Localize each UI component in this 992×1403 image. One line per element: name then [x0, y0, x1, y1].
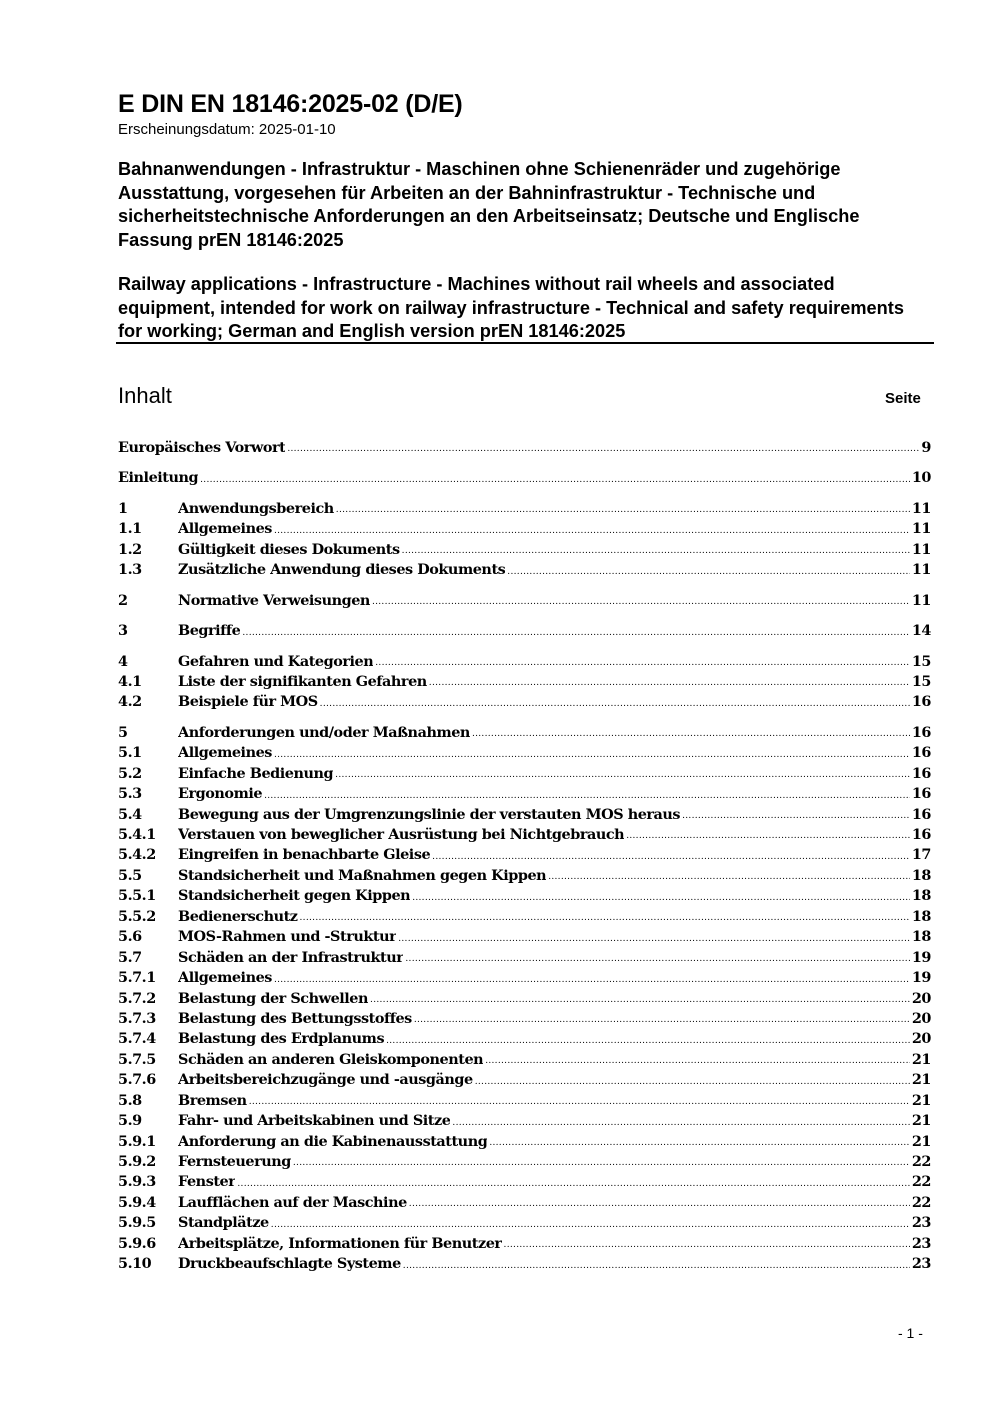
toc-dot-leader: [242, 621, 909, 641]
toc-entry-page: 11: [911, 561, 931, 579]
toc-entry[interactable]: [118, 1009, 931, 1029]
toc-dot-leader: [386, 1029, 910, 1049]
toc-entry-page: 21: [911, 1112, 931, 1130]
toc-entry-page: 16: [911, 693, 931, 711]
toc-dot-leader: [300, 907, 910, 927]
toc-dot-leader: [489, 1132, 910, 1152]
toc-entry-title: Arbeitsbereichzugänge und -ausgänge: [178, 1071, 473, 1089]
toc-entry[interactable]: [118, 1193, 931, 1213]
toc-entry[interactable]: [118, 1070, 931, 1090]
toc-dot-leader: [271, 1213, 910, 1233]
toc-entry[interactable]: [118, 1132, 931, 1152]
toc-entry[interactable]: [118, 886, 931, 906]
toc-dot-leader: [274, 743, 910, 763]
toc-entry-title: Ergonomie: [178, 785, 263, 803]
toc-entry-number: 5.5.2: [118, 907, 156, 925]
toc-entry-title: Beispiele für MOS: [178, 693, 318, 711]
toc-entry[interactable]: [118, 1111, 931, 1131]
publication-date: Erscheinungsdatum: 2025-01-10: [118, 121, 336, 138]
toc-entry-number: 5.9.3: [118, 1173, 156, 1191]
toc-entry-page: 20: [911, 1009, 931, 1027]
toc-entry-title: Belastung der Schwellen: [178, 989, 369, 1007]
toc-entry-number: 5.9.1: [118, 1132, 156, 1150]
toc-entry-title: Anforderung an die Kabinenausstattung: [178, 1132, 488, 1150]
toc-dot-leader: [682, 805, 910, 825]
toc-entry-number: 5.5: [118, 866, 142, 884]
toc-entry-page: 22: [911, 1193, 931, 1211]
toc-page-column-label: Seite: [885, 390, 921, 407]
toc-dot-leader: [507, 560, 910, 580]
toc-entry-title: Druckbeaufschlagte Systeme: [178, 1255, 401, 1273]
toc-entry-number: 5.6: [118, 928, 142, 946]
toc-dot-leader: [293, 1152, 910, 1172]
toc-entry-page: 18: [911, 866, 931, 884]
toc-entry-number: 5.1: [118, 744, 142, 762]
toc-entry-number: 5.3: [118, 785, 142, 803]
toc-dot-leader: [287, 438, 919, 458]
toc-entry-title: Begriffe: [178, 622, 241, 640]
toc-entry[interactable]: [118, 1050, 931, 1070]
toc-entry-page: 16: [911, 826, 931, 843]
toc-entry-title: Verstauen von beweglicher Ausrüstung bei Nichtgebrauch: [178, 826, 625, 843]
toc-entry-title: Europäisches Vorwort: [118, 439, 286, 456]
toc-entry[interactable]: [118, 989, 931, 1009]
toc-entry-page: 21: [911, 1132, 931, 1150]
toc-entry-number: 1.2: [118, 540, 142, 558]
toc-entry[interactable]: [118, 907, 931, 927]
toc-dot-leader: [429, 672, 910, 692]
toc-entry-page: 18: [911, 907, 931, 925]
toc-dot-leader: [372, 591, 910, 611]
toc-dot-leader: [398, 927, 910, 947]
toc-dot-leader: [402, 540, 910, 560]
toc-entry-number: 5: [118, 723, 128, 741]
toc-dot-leader: [412, 886, 910, 906]
toc-entry[interactable]: [118, 1152, 931, 1172]
toc-entry-number: 4.2: [118, 693, 142, 711]
toc-entry-title: Fenster: [178, 1173, 236, 1191]
toc-entry-page: 15: [911, 652, 931, 670]
toc-entry[interactable]: [118, 652, 931, 672]
toc-entry-title: Gefahren und Kategorien: [178, 652, 374, 670]
toc-entry[interactable]: [118, 743, 931, 763]
toc-dot-leader: [626, 825, 910, 845]
toc-entry-number: 4.1: [118, 672, 142, 690]
toc-entry-page: 17: [911, 846, 931, 864]
toc-entry[interactable]: [118, 927, 931, 947]
toc-entry-page: 23: [911, 1255, 931, 1273]
toc-entry-title: Liste der signifikanten Gefahren: [178, 672, 427, 690]
toc-entry-number: 5.4: [118, 805, 142, 823]
toc-entry-page: 18: [911, 928, 931, 946]
toc-entry[interactable]: [118, 519, 931, 539]
toc-entry[interactable]: [118, 1213, 931, 1233]
toc-entry-title: Eingreifen in benachbarte Gleise: [178, 846, 431, 864]
toc-entry-number: 5.9.4: [118, 1193, 156, 1211]
toc-entry-title: Normative Verweisungen: [178, 591, 370, 609]
toc-entry-number: 5.7.6: [118, 1071, 156, 1089]
toc-entry-page: 10: [911, 469, 931, 487]
toc-entry-title: Bewegung aus der Umgrenzungslinie der verstauten MOS heraus: [178, 805, 681, 823]
toc-entry-page: 9: [921, 439, 931, 456]
toc-entry[interactable]: [118, 784, 931, 804]
toc-dot-leader: [336, 499, 910, 519]
toc-entry-title: Schäden an der Infrastruktur: [178, 948, 404, 966]
toc-entry-page: 11: [911, 540, 931, 558]
toc-entry[interactable]: [118, 1234, 931, 1254]
toc-entry-title: Allgemeines: [178, 744, 272, 762]
toc-entry-number: 2: [118, 591, 128, 609]
toc-entry[interactable]: [118, 499, 931, 519]
toc-entry-title: Standsicherheit gegen Kippen: [178, 887, 411, 905]
document-id: E DIN EN 18146:2025-02 (D/E): [118, 90, 463, 118]
toc-dot-leader: [264, 784, 910, 804]
toc-entry[interactable]: [118, 560, 931, 580]
toc-entry[interactable]: [118, 621, 931, 641]
toc-dot-leader: [472, 723, 910, 743]
toc-dot-leader: [370, 989, 910, 1009]
toc-entry-title: Fahr- und Arbeitskabinen und Sitze: [178, 1112, 451, 1130]
toc-entry[interactable]: [118, 764, 931, 784]
toc-entry-title: Fernsteuerung: [178, 1153, 291, 1170]
toc-entry-number: 1.3: [118, 561, 142, 579]
toc-entry-number: 5.10: [118, 1255, 152, 1273]
toc-entry-page: 22: [911, 1153, 931, 1170]
toc-dot-leader: [335, 764, 910, 784]
table-of-contents: [118, 438, 931, 1275]
toc-entry-page: 19: [911, 969, 931, 987]
toc-entry-page: 16: [911, 744, 931, 762]
toc-entry[interactable]: [118, 723, 931, 743]
toc-entry-page: 14: [911, 622, 931, 640]
toc-entry[interactable]: [118, 1172, 931, 1192]
toc-entry-title: Bedienerschutz: [178, 907, 298, 925]
toc-entry-number: 5.7.2: [118, 989, 156, 1007]
toc-entry[interactable]: [118, 540, 931, 560]
toc-entry-page: 11: [911, 591, 931, 609]
toc-entry-title: Allgemeines: [178, 969, 272, 987]
toc-entry-title: Anwendungsbereich: [178, 499, 334, 517]
toc-entry-page: 20: [911, 1030, 931, 1048]
toc-entry-page: 18: [911, 887, 931, 905]
toc-entry[interactable]: [118, 438, 931, 458]
toc-entry-title: Standsicherheit und Maßnahmen gegen Kippen: [178, 866, 547, 884]
toc-dot-leader: [320, 692, 910, 712]
toc-entry-number: 5.9: [118, 1112, 142, 1130]
toc-entry-title: Standplätze: [178, 1214, 269, 1232]
toc-entry-page: 11: [911, 520, 931, 538]
toc-entry-number: 5.5.1: [118, 887, 156, 905]
toc-entry-title: Zusätzliche Anwendung dieses Dokuments: [178, 561, 506, 579]
toc-dot-leader: [200, 468, 910, 488]
toc-entry[interactable]: [118, 1254, 931, 1274]
toc-entry-title: Belastung des Bettungsstoffes: [178, 1009, 412, 1027]
toc-dot-leader: [414, 1009, 910, 1029]
toc-entry-number: 5.7.3: [118, 1009, 156, 1027]
toc-entry-page: 11: [911, 499, 931, 517]
toc-entry[interactable]: [118, 825, 931, 845]
toc-entry-page: 16: [911, 723, 931, 741]
toc-entry-page: 21: [911, 1091, 931, 1109]
toc-entry-number: 3: [118, 622, 128, 640]
toc-entry-page: 16: [911, 785, 931, 803]
toc-entry-page: 23: [911, 1214, 931, 1232]
toc-entry-number: 5.8: [118, 1091, 142, 1109]
toc-entry[interactable]: [118, 948, 931, 968]
toc-entry[interactable]: [118, 805, 931, 825]
toc-dot-leader: [403, 1254, 910, 1274]
toc-entry-title: Laufflächen auf der Maschine: [178, 1193, 407, 1211]
toc-entry-page: 21: [911, 1050, 931, 1068]
toc-entry-title: Schäden an anderen Gleiskomponenten: [178, 1050, 484, 1068]
toc-entry[interactable]: [118, 845, 931, 865]
toc-entry[interactable]: [118, 692, 931, 712]
toc-dot-leader: [274, 968, 910, 988]
toc-entry-number: 1: [118, 499, 128, 517]
toc-entry-number: 1.1: [118, 520, 142, 538]
toc-dot-leader: [452, 1111, 909, 1131]
toc-entry-title: Einfache Bedienung: [178, 764, 334, 782]
toc-entry-number: 5.7: [118, 948, 142, 966]
toc-entry-page: 16: [911, 764, 931, 782]
title-english: Railway applications - Infrastructure - Machines without rail wheels and associated equipment, intended for work on railway infrastructure - Technical and safety requirements for working; German and English version prEN 18146:2025: [118, 274, 904, 341]
toc-entry-number: 5.7.4: [118, 1030, 156, 1048]
toc-entry-title: Bremsen: [178, 1091, 247, 1109]
toc-entry-page: 22: [911, 1173, 931, 1191]
toc-entry-page: 21: [911, 1071, 931, 1089]
toc-dot-leader: [409, 1193, 910, 1213]
toc-dot-leader: [274, 519, 910, 539]
toc-entry-title: Belastung des Erdplanums: [178, 1030, 385, 1048]
toc-entry[interactable]: [118, 968, 931, 988]
page-number: - 1 -: [898, 1325, 923, 1341]
toc-entry-number: 5.7.5: [118, 1050, 156, 1068]
toc-dot-leader: [475, 1070, 910, 1090]
toc-dot-leader: [249, 1091, 910, 1111]
toc-entry[interactable]: [118, 1091, 931, 1111]
toc-entry-title: Allgemeines: [178, 520, 272, 538]
toc-dot-leader: [405, 948, 909, 968]
toc-entry-title: Anforderungen und/oder Maßnahmen: [178, 723, 470, 741]
toc-entry-number: 5.7.1: [118, 969, 156, 987]
toc-entry-number: 5.9.6: [118, 1234, 156, 1252]
toc-entry-page: 16: [911, 805, 931, 823]
toc-entry[interactable]: [118, 1029, 931, 1049]
toc-entry-number: 5.4.2: [118, 846, 156, 864]
toc-entry-page: 19: [911, 948, 931, 966]
toc-entry-number: 4: [118, 652, 128, 670]
toc-dot-leader: [485, 1050, 910, 1070]
toc-dot-leader: [375, 652, 910, 672]
toc-entry[interactable]: [118, 866, 931, 886]
toc-entry-title: Einleitung: [118, 469, 199, 487]
toc-entry-page: 20: [911, 989, 931, 1007]
toc-entry[interactable]: [118, 672, 931, 692]
toc-entry[interactable]: [118, 468, 931, 488]
toc-entry-title: Arbeitsplätze, Informationen für Benutzer: [178, 1234, 502, 1252]
toc-dot-leader: [237, 1172, 909, 1192]
title-divider: [116, 342, 934, 344]
toc-entry[interactable]: [118, 591, 931, 611]
toc-entry-number: 5.9.5: [118, 1214, 156, 1232]
toc-dot-leader: [432, 845, 910, 865]
toc-dot-leader: [548, 866, 910, 886]
toc-heading: Inhalt: [118, 383, 172, 408]
toc-entry-title: Gültigkeit dieses Dokuments: [178, 540, 400, 558]
toc-entry-title: MOS-Rahmen und -Struktur: [178, 928, 397, 946]
toc-entry-page: 15: [911, 672, 931, 690]
toc-entry-number: 5.2: [118, 764, 142, 782]
title-german: Bahnanwendungen - Infrastruktur - Maschinen ohne Schienenräder und zugehörige Ausstattung, vorgesehen für Arbeiten an der Bahninfrastruktur - Technische und sicherheitstechnische Anforderungen an den Arbeitseinsatz; Deutsche und Englische Fassung prEN 18146:2025: [118, 159, 860, 250]
toc-entry-number: 5.9.2: [118, 1153, 156, 1170]
toc-entry-number: 5.4.1: [118, 826, 156, 843]
toc-dot-leader: [504, 1234, 910, 1254]
toc-entry-page: 23: [911, 1234, 931, 1252]
